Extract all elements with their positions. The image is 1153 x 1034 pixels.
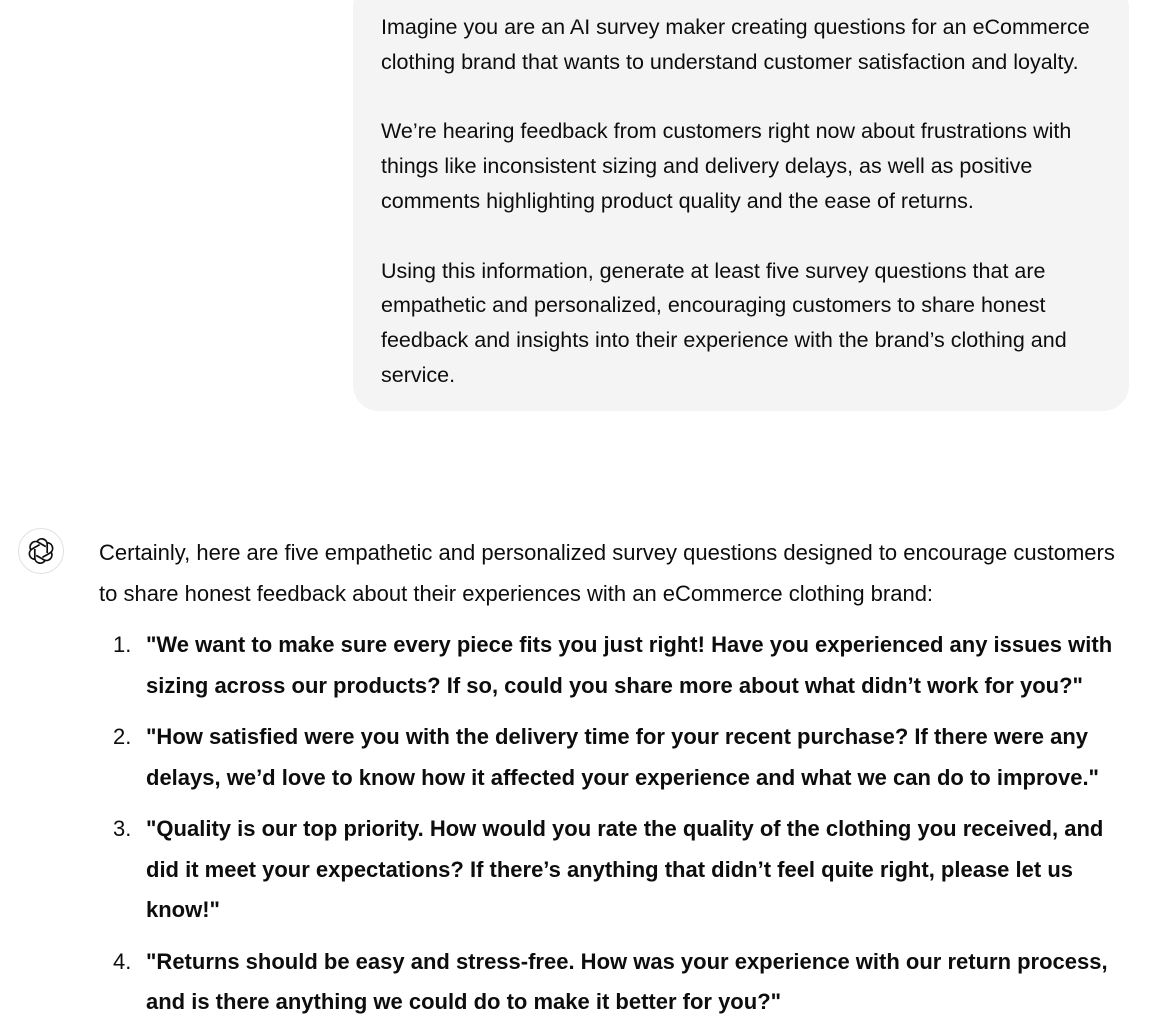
survey-question-item (99, 809, 1139, 931)
chatgpt-logo-icon (27, 537, 55, 565)
question-text: "Returns should be easy and stress-free. How was your experience with our return process, and is there anything we could do to make it better for you?" (146, 948, 1108, 1014)
question-number: 4. (113, 948, 132, 974)
assistant-message (99, 532, 1139, 1034)
survey-question-list (99, 625, 1139, 1023)
survey-question-item (99, 942, 1139, 1023)
assistant-avatar (18, 528, 64, 574)
question-number: 1. (113, 632, 132, 657)
question-text: "Quality is our top priority. How would you rate the quality of the clothing you received, and did it meet your expectations? If there’s anything that didn’t feel quite right, please let us know!" (146, 816, 1104, 922)
question-number: 3. (113, 816, 132, 841)
user-message-paragraph: Imagine you are an AI survey maker creating questions for an eCommerce clothing brand that wants to understand customer satisfaction and loyalty. (381, 15, 1090, 74)
survey-question-item (99, 717, 1139, 798)
user-message-paragraph: We’re hearing feedback from customers right now about frustrations with things like inconsistent sizing and delivery delays, as well as positive comments highlighting product quality and the ease of returns. (381, 119, 1072, 213)
assistant-intro: Certainly, here are five empathetic and personalized survey questions designed to encourage customers to share honest feedback about their experiences with an eCommerce clothing brand: (99, 540, 1115, 606)
survey-question-item (99, 625, 1139, 706)
question-text: "We want to make sure every piece fits you just right! Have you experienced any issues with sizing across our products? If so, could you share more about what didn’t work for you?" (146, 632, 1113, 698)
question-text: "How satisfied were you with the delivery time for your recent purchase? If there were any delays, we’d love to know how it affected your experience and what we can do to improve." (146, 724, 1099, 790)
question-number: 2. (113, 724, 132, 749)
user-message-paragraph: Using this information, generate at least five survey questions that are empathetic and personalized, encouraging customers to share honest feedback and insights into their experience with the brand’s clothing and service. (381, 258, 1067, 387)
user-message-bubble (353, 0, 1129, 411)
